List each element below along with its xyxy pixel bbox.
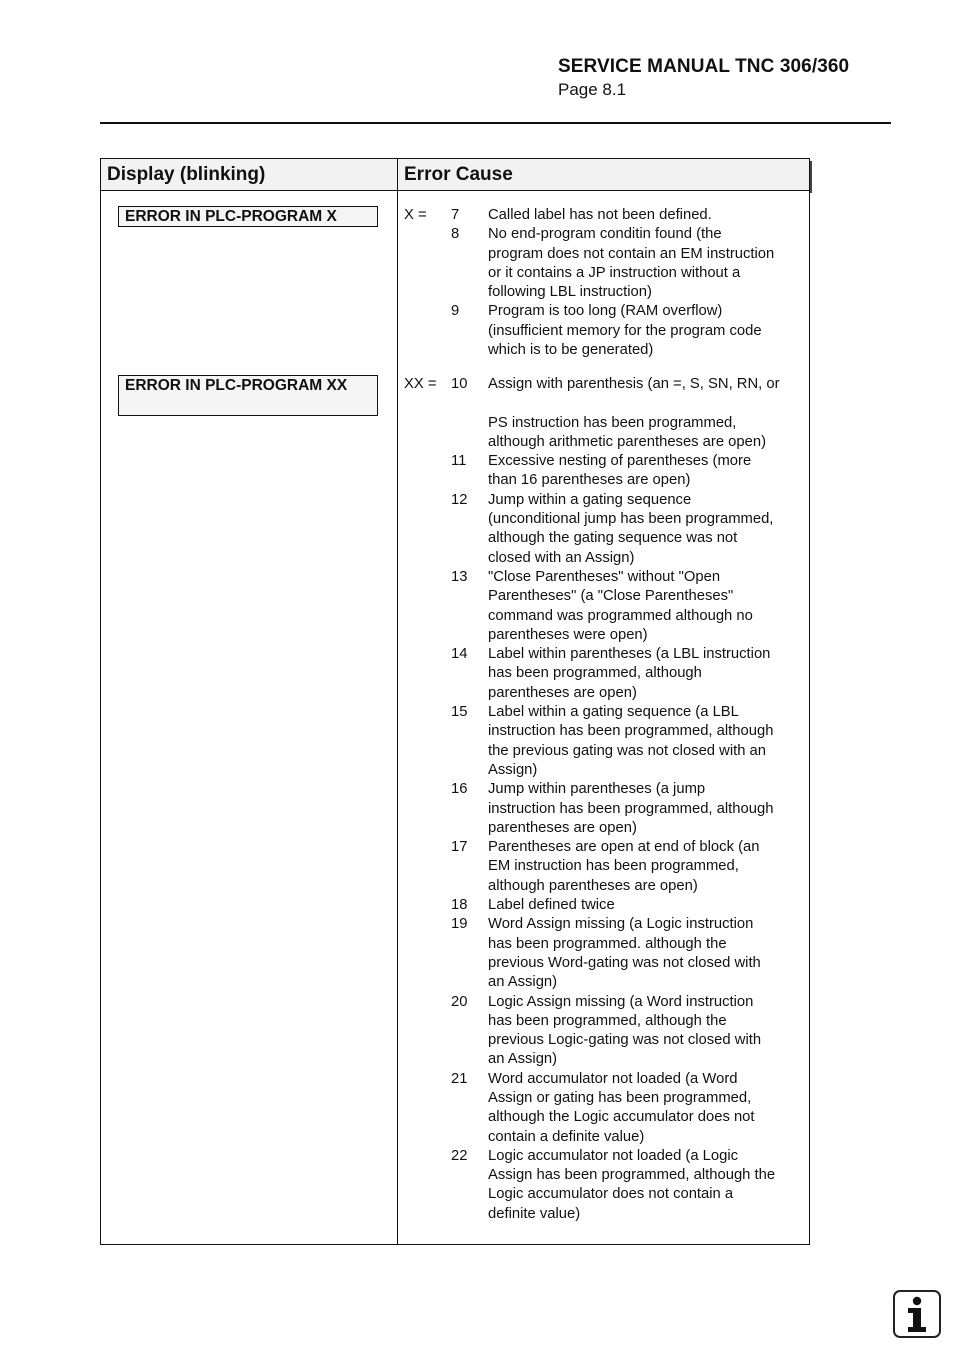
error-description: No end-program conditin found (the program does not contain an EM instruction or it contains a JP instruction without a following LBL instruction): [488, 226, 775, 301]
error-entry: [404, 780, 809, 838]
error-entry: [404, 645, 809, 703]
table-header-row: [101, 159, 809, 191]
error-code: 18: [451, 897, 468, 914]
error-code: 13: [451, 568, 468, 585]
error-description: Logic Assign missing (a Word instruction has been programmed, although the previous Logic-gating was not closed with an Assign): [488, 993, 762, 1068]
column-divider: [397, 159, 398, 1244]
error-entry: [404, 206, 809, 225]
error-entry: [404, 452, 809, 491]
display-text: ERROR IN PLC-PROGRAM X: [125, 208, 337, 225]
error-code: 17: [451, 839, 468, 856]
error-description: Excessive nesting of parentheses (more than 16 parentheses are open): [488, 453, 752, 489]
error-code: 15: [451, 704, 468, 721]
error-description: Assign with parenthesis (an =, S, SN, RN, or PS instruction has been programmed, although arithmetic parentheses are open): [488, 376, 780, 450]
display-box-plc-program-xx: [118, 375, 378, 416]
error-code: 19: [451, 916, 468, 933]
info-icon: [893, 1290, 941, 1338]
display-box-plc-program-x: [118, 206, 378, 227]
error-code: 9: [451, 303, 460, 320]
error-entry: [404, 491, 809, 568]
info-glyph-icon: [895, 1292, 939, 1336]
error-code: 11: [451, 453, 467, 470]
error-description: Word accumulator not loaded (a Word Assign or gating has been programmed, although the Logic accumulator does not contain a definite value): [488, 1070, 755, 1145]
code-prefix: XX =: [404, 376, 437, 392]
error-entry: [404, 225, 809, 302]
error-description: Label within a gating sequence (a LBL instruction has been programmed, although the previous gating was not closed with an Assign): [488, 704, 774, 778]
error-code: 12: [451, 491, 468, 508]
error-description: Word Assign missing (a Logic instruction has been programmed. although the previous Word-gating was not closed with an Assign): [488, 916, 761, 991]
error-description: Label within parentheses (a LBL instruction has been programmed, although parentheses are open): [488, 646, 771, 701]
error-entry: [404, 302, 809, 360]
manual-title: SERVICE MANUAL TNC 306/360: [558, 56, 850, 77]
display-text: ERROR IN PLC-PROGRAM XX: [125, 377, 348, 394]
error-cause-section-xx: [404, 375, 809, 1224]
error-code: 16: [451, 781, 468, 798]
error-description: Jump within a gating sequence (unconditional jump has been programmed, although the gating sequence was not closed with an Assign): [488, 491, 774, 566]
error-description: Called label has not been defined.: [488, 207, 712, 223]
error-code: 10: [451, 376, 468, 392]
error-entry: [404, 993, 809, 1070]
header-rule: [100, 122, 891, 124]
error-code: 14: [451, 646, 468, 663]
header-shadow-right: [810, 161, 812, 193]
error-table: [100, 158, 810, 1245]
error-code: 21: [451, 1070, 468, 1087]
error-entry: [404, 896, 809, 915]
error-description: Jump within parentheses (a jump instruction has been programmed, although parentheses are open): [488, 781, 774, 836]
col-header-display: Display (blinking): [107, 164, 266, 185]
error-entry: [404, 1070, 809, 1147]
error-description: Parentheses are open at end of block (an EM instruction has been programmed, although parentheses are open): [488, 839, 760, 894]
error-code: 20: [451, 993, 468, 1010]
error-entry: [404, 915, 809, 992]
error-entry: [404, 568, 809, 645]
error-cause-section-x: [404, 206, 809, 360]
error-description: Program is too long (RAM overflow) (insufficient memory for the program code which is to be generated): [488, 303, 762, 359]
col-header-error-cause: Error Cause: [404, 164, 513, 185]
page-number: Page 8.1: [558, 80, 627, 99]
error-description: Label defined twice: [488, 897, 615, 914]
error-code: 22: [451, 1147, 468, 1164]
error-entry: [404, 703, 809, 780]
code-prefix: X =: [404, 207, 427, 223]
error-entry: [404, 838, 809, 896]
error-description: Logic accumulator not loaded (a Logic Assign has been programmed, although the Logic accumulator does not contain a definite value): [488, 1147, 776, 1222]
error-description: "Close Parentheses" without "Open Parentheses" (a "Close Parentheses" command was programmed although no parentheses were open): [488, 568, 753, 643]
error-code: 7: [451, 207, 460, 223]
error-entry: [404, 375, 809, 452]
error-code: 8: [451, 226, 460, 243]
error-entry: [404, 1147, 809, 1224]
